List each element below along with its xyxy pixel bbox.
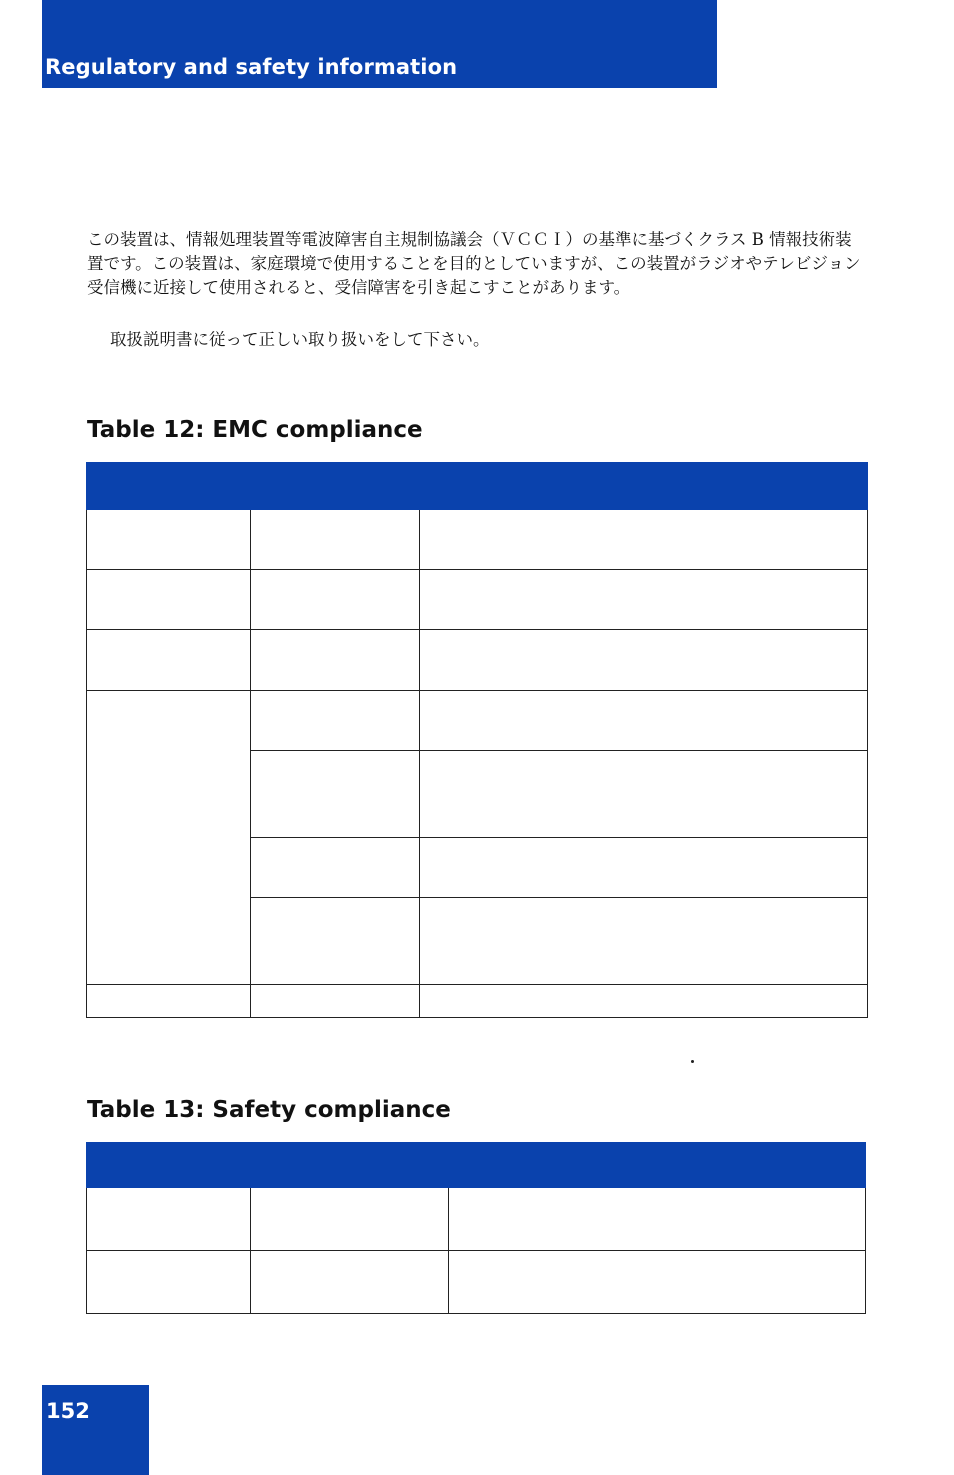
table-cell — [449, 1251, 866, 1314]
table-cell — [87, 570, 251, 630]
table-cell — [420, 985, 868, 1018]
vcci-notice-paragraph: この装置は、情報処理装置等電波障害自主規制協議会（ＶＣＣＩ）の基準に基づくクラス B 情報技術装置です。この装置は、家庭環境で使用することを目的としていますが、この装置がラジオやテレビジョン受信機に近接して使用されると、受信障害を引き起こすことがあります。 — [87, 230, 861, 297]
emc-compliance-table — [86, 462, 868, 1018]
table-row — [87, 691, 868, 751]
table-cell — [87, 630, 251, 691]
table-cell — [251, 1251, 449, 1314]
table-cell — [251, 630, 420, 691]
table-cell — [87, 510, 251, 570]
emc-table-header-row — [87, 463, 868, 510]
emc-table-caption: Table 12: EMC compliance — [87, 417, 423, 443]
emc-header-cell — [251, 463, 420, 510]
page-number: 152 — [46, 1399, 90, 1423]
table-cell — [420, 630, 868, 691]
safety-table-caption: Table 13: Safety compliance — [87, 1097, 451, 1123]
table-cell — [420, 751, 868, 838]
table-row — [87, 1251, 866, 1314]
table-cell — [420, 510, 868, 570]
stray-dot — [691, 1060, 694, 1063]
table-cell — [420, 570, 868, 630]
safety-table-header-row — [87, 1143, 866, 1188]
table-cell — [251, 985, 420, 1018]
table-cell-merged — [87, 691, 251, 985]
table-cell — [87, 985, 251, 1018]
table-cell — [420, 898, 868, 985]
table-row — [87, 630, 868, 691]
safety-header-cell — [87, 1143, 251, 1188]
emc-header-cell — [87, 463, 251, 510]
table-cell — [251, 898, 420, 985]
table-cell — [251, 838, 420, 898]
safety-header-cell — [251, 1143, 449, 1188]
table-cell — [251, 1188, 449, 1251]
table-row — [87, 570, 868, 630]
table-row — [87, 510, 868, 570]
table-cell — [87, 1251, 251, 1314]
table-cell — [449, 1188, 866, 1251]
table-row — [87, 1188, 866, 1251]
table-cell — [87, 1188, 251, 1251]
table-cell — [420, 691, 868, 751]
table-cell — [251, 570, 420, 630]
table-row — [87, 985, 868, 1018]
table-cell — [251, 510, 420, 570]
emc-header-cell — [420, 463, 868, 510]
table-cell — [251, 751, 420, 838]
vcci-instruction-paragraph: 取扱説明書に従って正しい取り扱いをして下さい。 — [110, 330, 490, 349]
table-cell — [251, 691, 420, 751]
safety-header-cell — [449, 1143, 866, 1188]
safety-compliance-table — [86, 1142, 866, 1314]
page-header-title: Regulatory and safety information — [45, 55, 458, 79]
table-cell — [420, 838, 868, 898]
